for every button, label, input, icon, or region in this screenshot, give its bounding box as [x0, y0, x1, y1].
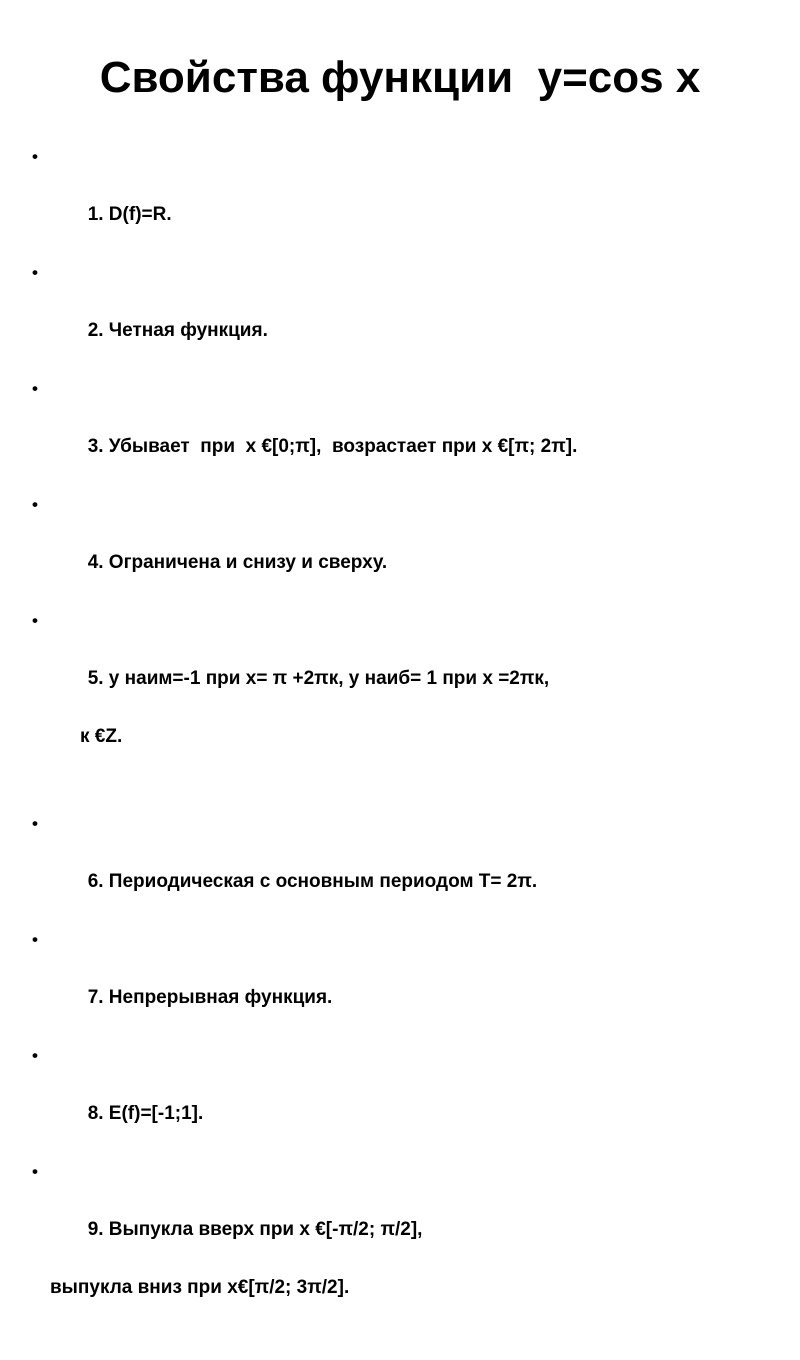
item-text: 3. Убывает при x €[0;π], возрастает при x €[π; 2π]. [87, 436, 578, 457]
item-text: 8. E(f)=[-1;1]. [87, 1103, 204, 1124]
item-text: 1. D(f)=R. [87, 204, 172, 225]
bullet-icon: • [32, 611, 38, 630]
item-text: 4. Ограничена и снизу и сверху. [87, 552, 388, 573]
bullet-icon: • [32, 379, 38, 398]
bullet-icon: • [32, 147, 38, 166]
item-text: 5. y наим=-1 при x= π +2πк, y наиб= 1 при x =2πк, [87, 668, 550, 689]
slide-title: Свойства функции y=cos x [99, 53, 701, 102]
bullet-icon: • [32, 814, 38, 833]
list-item [30, 142, 790, 258]
bullet-icon: • [32, 930, 38, 949]
item-text: 7. Непрерывная функция. [87, 987, 333, 1008]
list-item [30, 809, 790, 925]
item-text-continuation: к €Z. [80, 726, 123, 747]
item-text: 9. Выпукла вверх при x €[-π/2; π/2], [87, 1219, 423, 1240]
bullet-icon: • [32, 1162, 38, 1181]
list-item [30, 490, 790, 606]
list-item [30, 925, 790, 1041]
list-item [30, 1041, 790, 1157]
item-text-continuation: выпукла вниз при x€[π/2; 3π/2]. [50, 1277, 350, 1298]
list-item [30, 1157, 790, 1360]
bullet-icon: • [32, 495, 38, 514]
bullet-icon: • [32, 1046, 38, 1065]
bullet-icon: • [32, 263, 38, 282]
list-item [30, 374, 790, 490]
list-item [30, 606, 790, 809]
properties-list [30, 142, 790, 1360]
item-text: 2. Четная функция. [87, 320, 268, 341]
item-text: 6. Периодическая с основным периодом T= 2π. [87, 871, 538, 892]
list-item [30, 258, 790, 374]
